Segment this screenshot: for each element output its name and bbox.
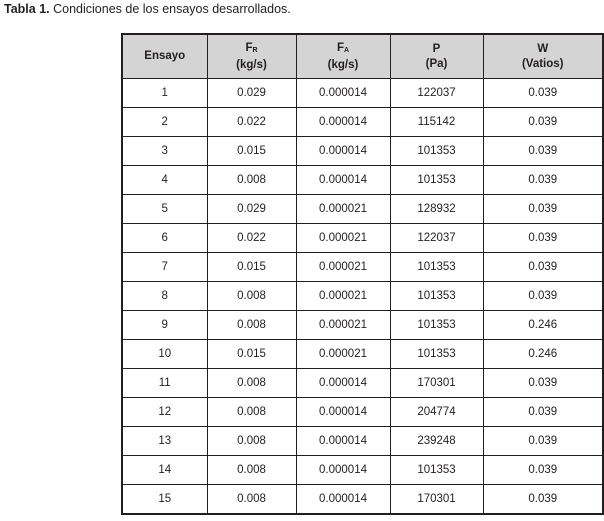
fr-cell: 0.022 xyxy=(207,108,296,137)
table-row xyxy=(122,311,603,340)
table-row xyxy=(122,369,603,398)
ensayo-cell: 10 xyxy=(122,340,207,369)
fa-cell: 0.000014 xyxy=(296,137,390,166)
p-cell: 101353 xyxy=(390,282,483,311)
table-row xyxy=(122,398,603,427)
fr-cell: 0.008 xyxy=(207,282,296,311)
w-cell: 0.246 xyxy=(483,311,603,340)
header-fr xyxy=(207,34,296,79)
table-row xyxy=(122,79,603,108)
table-row xyxy=(122,137,603,166)
fr-cell: 0.008 xyxy=(207,311,296,340)
table-body xyxy=(122,79,603,515)
fa-cell: 0.000014 xyxy=(296,369,390,398)
header-fr-symbol: F xyxy=(245,41,253,54)
fr-cell: 0.008 xyxy=(207,456,296,485)
ensayo-cell: 14 xyxy=(122,456,207,485)
fr-cell: 0.008 xyxy=(207,369,296,398)
fr-cell: 0.029 xyxy=(207,195,296,224)
p-cell: 101353 xyxy=(390,456,483,485)
w-cell: 0.039 xyxy=(483,137,603,166)
header-fa-symbol: F xyxy=(336,41,344,54)
fa-cell: 0.000014 xyxy=(296,456,390,485)
ensayo-cell: 5 xyxy=(122,195,207,224)
fa-cell: 0.000021 xyxy=(296,311,390,340)
w-cell: 0.039 xyxy=(483,108,603,137)
header-w xyxy=(483,34,603,79)
header-p xyxy=(390,34,483,79)
w-cell: 0.039 xyxy=(483,224,603,253)
p-cell: 239248 xyxy=(390,427,483,456)
w-cell: 0.039 xyxy=(483,253,603,282)
fa-cell: 0.000014 xyxy=(296,427,390,456)
w-cell: 0.039 xyxy=(483,398,603,427)
fa-cell: 0.000014 xyxy=(296,79,390,108)
fr-cell: 0.015 xyxy=(207,340,296,369)
fa-cell: 0.000021 xyxy=(296,340,390,369)
table-row xyxy=(122,282,603,311)
ensayo-cell: 3 xyxy=(122,137,207,166)
fa-cell: 0.000021 xyxy=(296,195,390,224)
p-cell: 101353 xyxy=(390,311,483,340)
w-cell: 0.246 xyxy=(483,340,603,369)
fr-cell: 0.008 xyxy=(207,427,296,456)
table-row xyxy=(122,166,603,195)
table-row xyxy=(122,485,603,515)
fa-cell: 0.000021 xyxy=(296,253,390,282)
p-cell: 170301 xyxy=(390,369,483,398)
p-cell: 204774 xyxy=(390,398,483,427)
fr-cell: 0.029 xyxy=(207,79,296,108)
header-ensayo-label: Ensayo xyxy=(144,50,186,62)
p-cell: 170301 xyxy=(390,485,483,515)
fr-cell: 0.008 xyxy=(207,166,296,195)
fr-cell: 0.015 xyxy=(207,253,296,282)
ensayo-cell: 6 xyxy=(122,224,207,253)
fr-cell: 0.022 xyxy=(207,224,296,253)
fa-cell: 0.000021 xyxy=(296,224,390,253)
table-row xyxy=(122,253,603,282)
caption-label: Tabla 1. xyxy=(4,2,50,16)
header-fr-subscript: R xyxy=(252,46,258,54)
w-cell: 0.039 xyxy=(483,369,603,398)
header-fa xyxy=(296,34,390,79)
ensayo-cell: 8 xyxy=(122,282,207,311)
p-cell: 101353 xyxy=(390,253,483,282)
ensayo-cell: 7 xyxy=(122,253,207,282)
ensayo-cell: 15 xyxy=(122,485,207,515)
table-row xyxy=(122,340,603,369)
header-p-symbol: P xyxy=(432,42,441,55)
table-row xyxy=(122,195,603,224)
table-caption xyxy=(4,1,291,17)
w-cell: 0.039 xyxy=(483,282,603,311)
fa-cell: 0.000014 xyxy=(296,166,390,195)
table-header xyxy=(122,34,603,79)
w-cell: 0.039 xyxy=(483,427,603,456)
fa-cell: 0.000021 xyxy=(296,282,390,311)
caption-text: Condiciones de los ensayos desarrollados. xyxy=(49,2,291,16)
w-cell: 0.039 xyxy=(483,485,603,515)
fr-cell: 0.008 xyxy=(207,398,296,427)
table-row xyxy=(122,108,603,137)
ensayo-cell: 11 xyxy=(122,369,207,398)
p-cell: 128932 xyxy=(390,195,483,224)
ensayo-cell: 12 xyxy=(122,398,207,427)
w-cell: 0.039 xyxy=(483,166,603,195)
ensayo-cell: 4 xyxy=(122,166,207,195)
w-cell: 0.039 xyxy=(483,79,603,108)
header-w-symbol: W xyxy=(537,42,549,55)
conditions-table xyxy=(121,33,604,515)
fr-cell: 0.015 xyxy=(207,137,296,166)
ensayo-cell: 2 xyxy=(122,108,207,137)
header-fa-unit: (kg/s) xyxy=(327,58,359,71)
header-p-unit: (Pa) xyxy=(425,57,448,70)
table-row xyxy=(122,427,603,456)
fa-cell: 0.000014 xyxy=(296,398,390,427)
table-row xyxy=(122,456,603,485)
fa-cell: 0.000014 xyxy=(296,108,390,137)
header-row xyxy=(122,34,603,79)
p-cell: 122037 xyxy=(390,79,483,108)
ensayo-cell: 13 xyxy=(122,427,207,456)
p-cell: 115142 xyxy=(390,108,483,137)
p-cell: 101353 xyxy=(390,137,483,166)
ensayo-cell: 9 xyxy=(122,311,207,340)
w-cell: 0.039 xyxy=(483,195,603,224)
header-ensayo xyxy=(122,34,207,79)
w-cell: 0.039 xyxy=(483,456,603,485)
p-cell: 122037 xyxy=(390,224,483,253)
p-cell: 101353 xyxy=(390,340,483,369)
header-fa-subscript: A xyxy=(343,46,350,54)
fa-cell: 0.000014 xyxy=(296,485,390,515)
ensayo-cell: 1 xyxy=(122,79,207,108)
table-row xyxy=(122,224,603,253)
fr-cell: 0.008 xyxy=(207,485,296,515)
p-cell: 101353 xyxy=(390,166,483,195)
header-w-unit: (Vatios) xyxy=(521,57,564,70)
header-fr-unit: (kg/s) xyxy=(236,58,267,71)
